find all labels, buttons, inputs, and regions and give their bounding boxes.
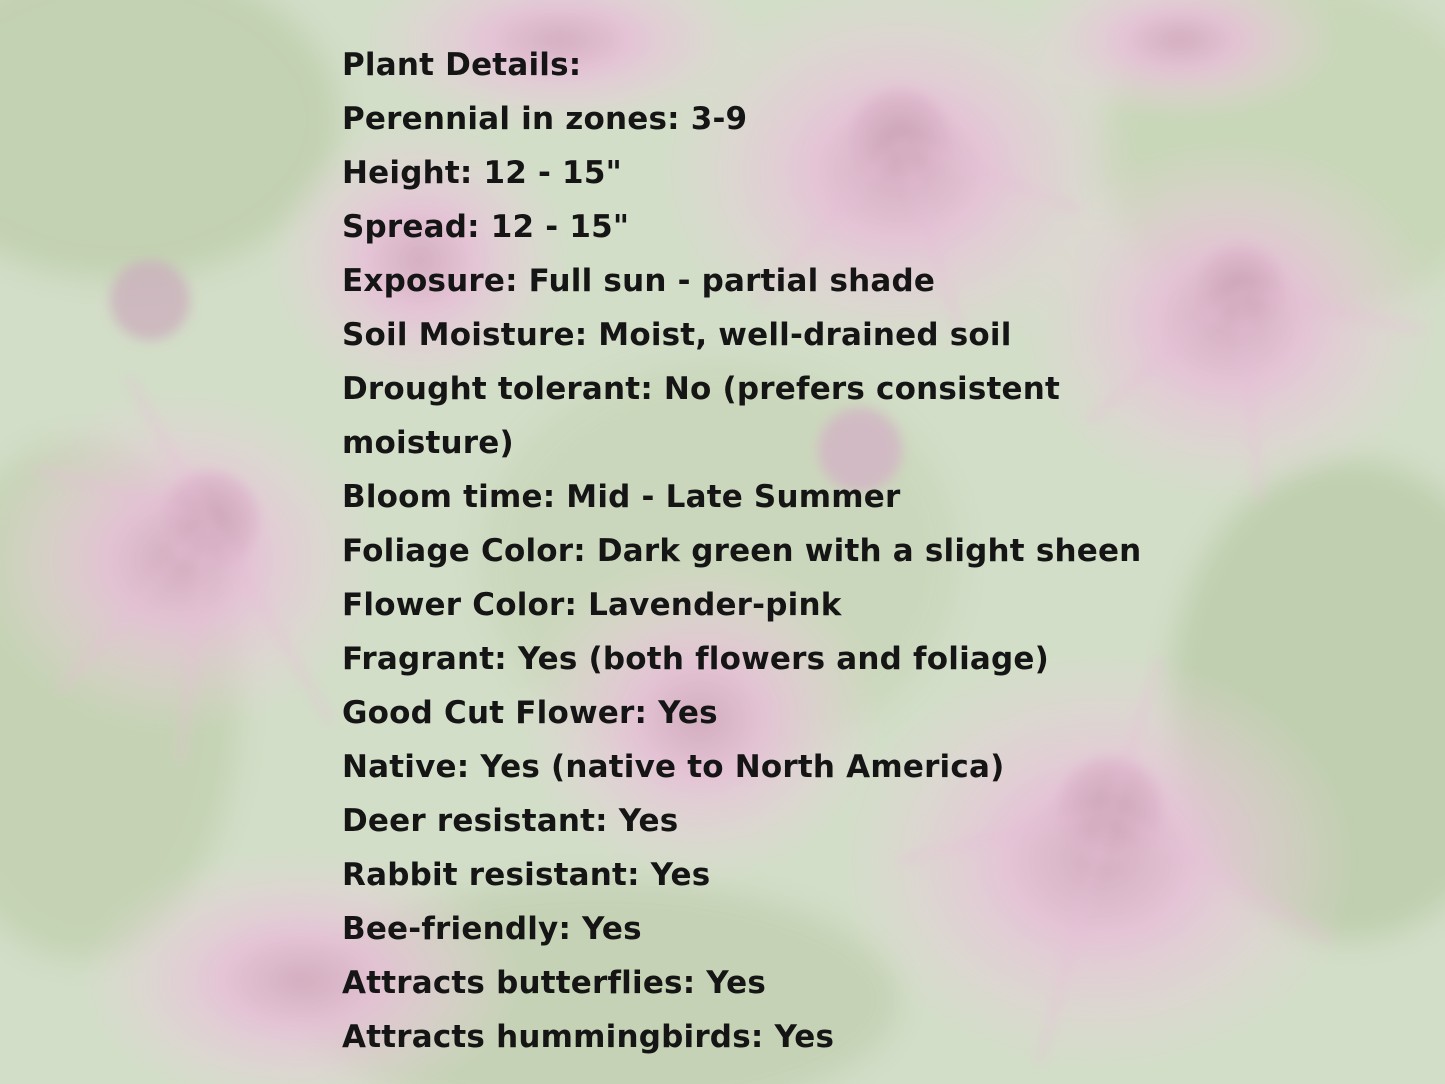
butterflies-line: Attracts butterflies: Yes bbox=[342, 965, 766, 1001]
spread-line: Spread: 12 - 15" bbox=[342, 209, 630, 245]
zones-line: Perennial in zones: 3-9 bbox=[342, 101, 748, 137]
fragrant-line: Fragrant: Yes (both flowers and foliage) bbox=[342, 641, 1049, 677]
bloom-time-line: Bloom time: Mid - Late Summer bbox=[342, 479, 901, 515]
height-line: Height: 12 - 15" bbox=[342, 155, 622, 191]
foliage-color-line: Foliage Color: Dark green with a slight sheen bbox=[342, 533, 1142, 569]
exposure-line: Exposure: Full sun - partial shade bbox=[342, 263, 936, 299]
details-heading: Plant Details: bbox=[342, 47, 582, 83]
hummingbirds-line: Attracts hummingbirds: Yes bbox=[342, 1019, 835, 1055]
flower-color-line: Flower Color: Lavender-pink bbox=[342, 587, 842, 623]
deer-resistant-line: Deer resistant: Yes bbox=[342, 803, 679, 839]
cut-flower-line: Good Cut Flower: Yes bbox=[342, 695, 718, 731]
plant-details-list bbox=[342, 38, 1242, 1064]
soil-moisture-line: Soil Moisture: Moist, well-drained soil bbox=[342, 317, 1012, 353]
native-line: Native: Yes (native to North America) bbox=[342, 749, 1005, 785]
drought-tolerant-line: Drought tolerant: No (prefers consistent bbox=[342, 371, 1061, 407]
bee-friendly-line: Bee-friendly: Yes bbox=[342, 911, 642, 947]
rabbit-resistant-line: Rabbit resistant: Yes bbox=[342, 857, 711, 893]
drought-tolerant-line-continued: moisture) bbox=[342, 425, 514, 461]
